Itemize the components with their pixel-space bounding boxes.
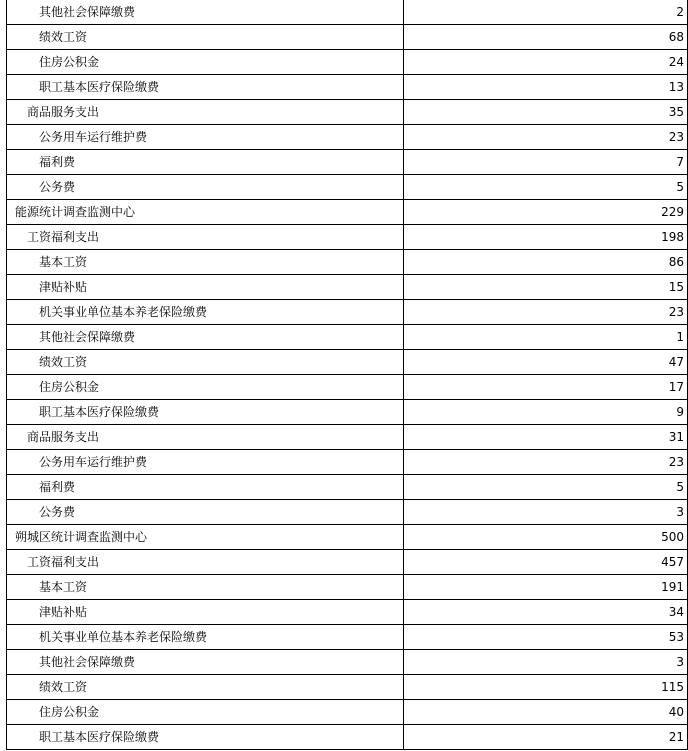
row-item-name: 住房公积金 (7, 375, 404, 400)
table-row (7, 725, 688, 750)
row-item-name: 职工基本医疗保险缴费 (7, 725, 404, 750)
row-item-name: 津贴补贴 (7, 275, 404, 300)
table-row (7, 275, 688, 300)
table-row (7, 600, 688, 625)
row-item-name: 机关事业单位基本养老保险缴费 (7, 300, 404, 325)
table-row (7, 200, 688, 225)
table-row (7, 100, 688, 125)
table-row (7, 50, 688, 75)
table-row (7, 75, 688, 100)
table-row (7, 125, 688, 150)
row-item-amount: 34 (404, 600, 688, 625)
row-item-amount: 7 (404, 150, 688, 175)
budget-table-body (7, 0, 688, 750)
table-row (7, 25, 688, 50)
row-item-amount: 23 (404, 300, 688, 325)
row-item-amount: 21 (404, 725, 688, 750)
table-row (7, 475, 688, 500)
table-row (7, 425, 688, 450)
row-item-amount: 24 (404, 50, 688, 75)
table-row (7, 0, 688, 25)
row-item-name: 福利费 (7, 150, 404, 175)
row-item-amount: 23 (404, 125, 688, 150)
row-item-amount: 31 (404, 425, 688, 450)
table-row (7, 175, 688, 200)
table-row (7, 375, 688, 400)
table-row (7, 575, 688, 600)
row-item-amount: 5 (404, 175, 688, 200)
table-row (7, 300, 688, 325)
row-item-amount: 198 (404, 225, 688, 250)
row-item-amount: 5 (404, 475, 688, 500)
row-item-name: 住房公积金 (7, 50, 404, 75)
row-item-name: 朔城区统计调查监测中心 (7, 525, 404, 550)
row-item-name: 公务用车运行维护费 (7, 450, 404, 475)
row-item-amount: 9 (404, 400, 688, 425)
table-row (7, 150, 688, 175)
row-item-name: 工资福利支出 (7, 550, 404, 575)
table-row (7, 250, 688, 275)
table-row (7, 500, 688, 525)
table-row (7, 450, 688, 475)
row-item-amount: 13 (404, 75, 688, 100)
row-item-amount: 2 (404, 0, 688, 25)
table-row (7, 225, 688, 250)
row-item-name: 公务费 (7, 175, 404, 200)
row-item-name: 机关事业单位基本养老保险缴费 (7, 625, 404, 650)
table-row (7, 325, 688, 350)
table-row (7, 650, 688, 675)
row-item-name: 津贴补贴 (7, 600, 404, 625)
row-item-name: 能源统计调查监测中心 (7, 200, 404, 225)
row-item-name: 绩效工资 (7, 25, 404, 50)
row-item-amount: 86 (404, 250, 688, 275)
row-item-name: 工资福利支出 (7, 225, 404, 250)
row-item-amount: 191 (404, 575, 688, 600)
row-item-name: 商品服务支出 (7, 425, 404, 450)
row-item-amount: 35 (404, 100, 688, 125)
row-item-name: 商品服务支出 (7, 100, 404, 125)
row-item-name: 其他社会保障缴费 (7, 0, 404, 25)
budget-table (6, 0, 688, 750)
row-item-name: 公务用车运行维护费 (7, 125, 404, 150)
table-row (7, 675, 688, 700)
row-item-name: 职工基本医疗保险缴费 (7, 400, 404, 425)
row-item-name: 住房公积金 (7, 700, 404, 725)
row-item-amount: 23 (404, 450, 688, 475)
table-row (7, 350, 688, 375)
row-item-amount: 500 (404, 525, 688, 550)
table-row (7, 400, 688, 425)
row-item-amount: 17 (404, 375, 688, 400)
table-row (7, 550, 688, 575)
table-row (7, 625, 688, 650)
row-item-name: 绩效工资 (7, 675, 404, 700)
row-item-amount: 15 (404, 275, 688, 300)
row-item-amount: 3 (404, 500, 688, 525)
row-item-amount: 47 (404, 350, 688, 375)
table-row (7, 525, 688, 550)
row-item-name: 职工基本医疗保险缴费 (7, 75, 404, 100)
row-item-amount: 3 (404, 650, 688, 675)
row-item-amount: 40 (404, 700, 688, 725)
row-item-amount: 229 (404, 200, 688, 225)
table-row (7, 700, 688, 725)
row-item-amount: 1 (404, 325, 688, 350)
row-item-name: 公务费 (7, 500, 404, 525)
row-item-amount: 115 (404, 675, 688, 700)
row-item-amount: 457 (404, 550, 688, 575)
row-item-name: 其他社会保障缴费 (7, 325, 404, 350)
row-item-name: 福利费 (7, 475, 404, 500)
row-item-name: 绩效工资 (7, 350, 404, 375)
row-item-amount: 53 (404, 625, 688, 650)
row-item-name: 其他社会保障缴费 (7, 650, 404, 675)
row-item-name: 基本工资 (7, 575, 404, 600)
row-item-amount: 68 (404, 25, 688, 50)
row-item-name: 基本工资 (7, 250, 404, 275)
